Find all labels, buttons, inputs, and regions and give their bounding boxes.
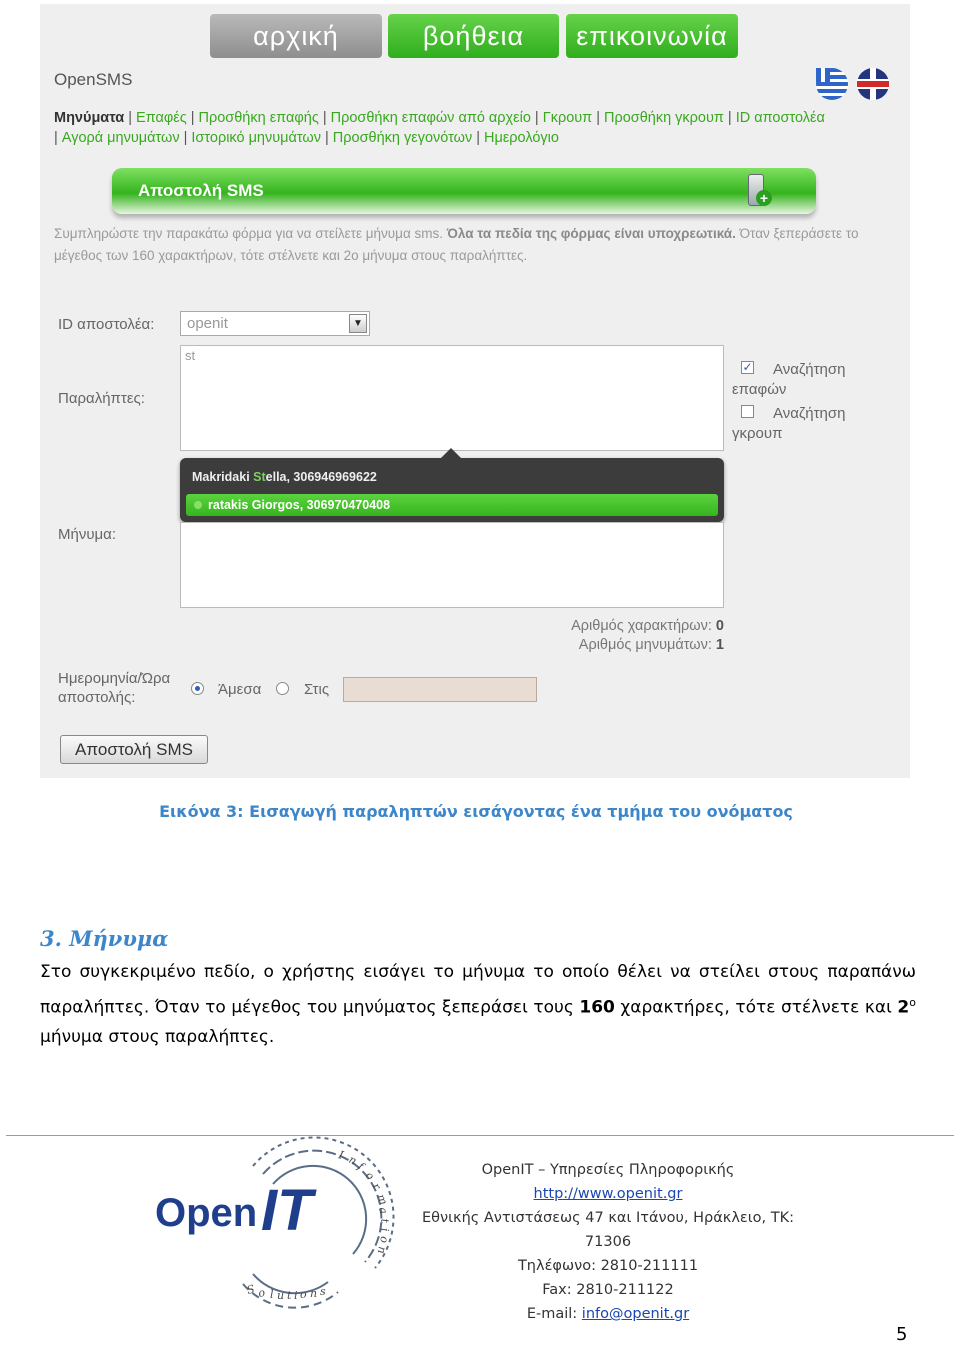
svg-text:m: m bbox=[374, 1192, 391, 1207]
recipients-textarea[interactable] bbox=[180, 345, 724, 451]
menu-item-add-events[interactable]: Προσθήκη γεγονότων bbox=[332, 130, 473, 146]
svg-text:f: f bbox=[355, 1159, 367, 1173]
greek-flag-icon[interactable] bbox=[816, 68, 848, 100]
svg-text:o: o bbox=[362, 1168, 377, 1183]
footer-contact bbox=[400, 1158, 816, 1326]
page-number: 5 bbox=[896, 1324, 908, 1345]
recipients-value: st bbox=[185, 348, 196, 363]
search-groups-label: Αναζήτηση γκρουπ bbox=[732, 405, 846, 442]
datetime-label: Ημερομηνία/Ώρα αποστολής: bbox=[58, 670, 171, 706]
fax: Fax: 2810-211122 bbox=[542, 1282, 674, 1298]
menu-item-message-history[interactable]: Ιστορικό μηνυμάτων bbox=[191, 130, 322, 146]
char-count: Αριθμός χαρακτήρων: 0 bbox=[571, 618, 724, 634]
sender-id-select[interactable] bbox=[180, 311, 370, 336]
autocomplete-item[interactable]: Makridaki Stella, 306946969622 bbox=[192, 470, 377, 484]
svg-text:I: I bbox=[337, 1148, 345, 1163]
message-label: Μήνυμα: bbox=[58, 526, 117, 543]
message-textarea[interactable] bbox=[180, 522, 724, 608]
svg-text:Open: Open bbox=[155, 1191, 258, 1235]
menu-item-groups[interactable]: Γκρουπ bbox=[542, 110, 593, 126]
menu-item-add-contact[interactable]: Προσθήκη επαφής bbox=[198, 110, 319, 126]
sender-id-label: ID αποστολέα: bbox=[58, 316, 155, 333]
nav-home-button[interactable]: αρχική bbox=[210, 14, 382, 58]
address: Εθνικής Αντιστάσεως 47 και Ιτάνου, Ηράκλειο, ΤΚ: 71306 bbox=[421, 1210, 794, 1250]
nav-help-button[interactable]: βοήθεια bbox=[388, 14, 559, 58]
svg-text:o: o bbox=[257, 1286, 267, 1300]
svg-text:t: t bbox=[378, 1218, 392, 1224]
menu-item-calendar[interactable]: Ημερολόγιο bbox=[484, 130, 559, 146]
section-paragraph: Στο συγκεκριμένο πεδίο, ο χρήστης εισάγει το μήνυμα το οποίο θέλει να στείλει στους παραπάνω παραλήπτες. Όταν το μέγεθος του μηνύματος ξεπεράσει τους 160 χαρακτήρες, τότε στέλνετε και $2^o$ μήνυμα στους παραλήπτες. bbox=[40, 962, 916, 1047]
send-sms-header bbox=[112, 168, 816, 214]
openit-logo bbox=[153, 1144, 392, 1302]
svg-text:o: o bbox=[377, 1235, 391, 1244]
svg-text:n: n bbox=[374, 1245, 389, 1255]
company-name: OpenIT – Υπηρεσίες Πληροφορικής bbox=[481, 1162, 735, 1178]
menu-item-buy-messages[interactable]: Αγορά μηνυμάτων bbox=[61, 130, 180, 146]
svg-text:l: l bbox=[270, 1288, 274, 1301]
phone-add-icon: + bbox=[746, 174, 772, 208]
menu-item-add-group[interactable]: Προσθήκη γκρουπ bbox=[603, 110, 724, 126]
send-at-radio[interactable] bbox=[276, 682, 289, 695]
svg-text:IT: IT bbox=[261, 1178, 313, 1243]
search-contacts-checkbox[interactable]: ✓ bbox=[742, 360, 753, 374]
svg-text:S: S bbox=[245, 1282, 257, 1297]
email-line: E-mail: info@openit.gr bbox=[526, 1306, 690, 1322]
autocomplete-item-selected[interactable]: ratakis Giorgos, 306970470408 bbox=[186, 494, 718, 516]
menu-item-sender-id[interactable]: ID αποστολέα bbox=[735, 110, 825, 126]
svg-text:u: u bbox=[277, 1289, 285, 1302]
section-heading: 3. Μήνυμα bbox=[40, 926, 169, 951]
recipients-label: Παραλήπτες: bbox=[58, 390, 145, 407]
svg-text:i: i bbox=[294, 1289, 298, 1302]
menu-line-1: Μηνύματα | Επαφές | Προσθήκη επαφής | Προσθήκη επαφών από αρχείο | Γκρουπ | Προσθήκη γκρουπ | ID αποστολέα bbox=[54, 110, 825, 126]
send-now-label: Άμεσα bbox=[218, 681, 262, 698]
sender-id-value: openit bbox=[187, 315, 228, 332]
nav-contact-button[interactable]: επικοινωνία bbox=[566, 14, 738, 58]
svg-text:s: s bbox=[320, 1285, 326, 1298]
menu-item-messages[interactable]: Μηνύματα bbox=[54, 110, 125, 126]
phone: Τηλέφωνο: 2810-211111 bbox=[517, 1258, 699, 1274]
svg-text:i: i bbox=[378, 1228, 391, 1232]
send-sms-button[interactable]: Αποστολή SMS bbox=[60, 735, 208, 764]
website-link[interactable]: http://www.openit.gr bbox=[533, 1186, 683, 1202]
svg-text:o: o bbox=[300, 1288, 307, 1301]
figure-caption: Εικόνα 3: Εισαγωγή παραληπτών εισάγοντας ένα τμήμα του ονόματος bbox=[159, 802, 793, 821]
email-link[interactable]: info@openit.gr bbox=[581, 1306, 690, 1322]
svg-text:n: n bbox=[310, 1287, 318, 1300]
svg-text:a: a bbox=[376, 1205, 391, 1216]
chevron-down-icon[interactable]: ▼ bbox=[349, 314, 367, 333]
send-now-radio[interactable] bbox=[191, 682, 204, 695]
search-contacts-label: Αναζήτηση επαφών bbox=[732, 361, 846, 398]
menu-line-2: | Αγορά μηνυμάτων | Ιστορικό μηνυμάτων | Προσθήκη γεγονότων | Ημερολόγιο bbox=[54, 130, 559, 146]
form-description: Συμπληρώστε την παρακάτω φόρμα για να στείλετε μήνυμα sms. Όλα τα πεδία της φόρμας είναι υποχρεωτικά. Όταν ξεπεράσετε το μέγεθος των 160 χαρακτήρων, τότε στέλνετε και 2ο μήνυμα στους παραλήπτες. bbox=[54, 226, 859, 263]
menu-item-contacts[interactable]: Επαφές bbox=[136, 110, 187, 126]
svg-text:n: n bbox=[346, 1152, 359, 1168]
opensms-screenshot bbox=[40, 4, 910, 778]
menu-item-import-contacts[interactable]: Προσθήκη επαφών από αρχείο bbox=[330, 110, 531, 126]
uk-flag-icon[interactable] bbox=[857, 68, 889, 100]
message-count: Αριθμός μηνυμάτων: 1 bbox=[578, 637, 724, 653]
send-at-label: Στις bbox=[304, 681, 330, 698]
main-menu bbox=[54, 108, 904, 148]
send-sms-title: Αποστολή SMS bbox=[138, 181, 264, 200]
autocomplete-dropdown bbox=[180, 458, 724, 522]
send-datetime-input[interactable] bbox=[343, 677, 537, 702]
app-name: OpenSMS bbox=[54, 70, 133, 89]
footer-divider bbox=[6, 1135, 954, 1136]
svg-text:t: t bbox=[287, 1289, 292, 1302]
svg-text:r: r bbox=[369, 1180, 384, 1193]
